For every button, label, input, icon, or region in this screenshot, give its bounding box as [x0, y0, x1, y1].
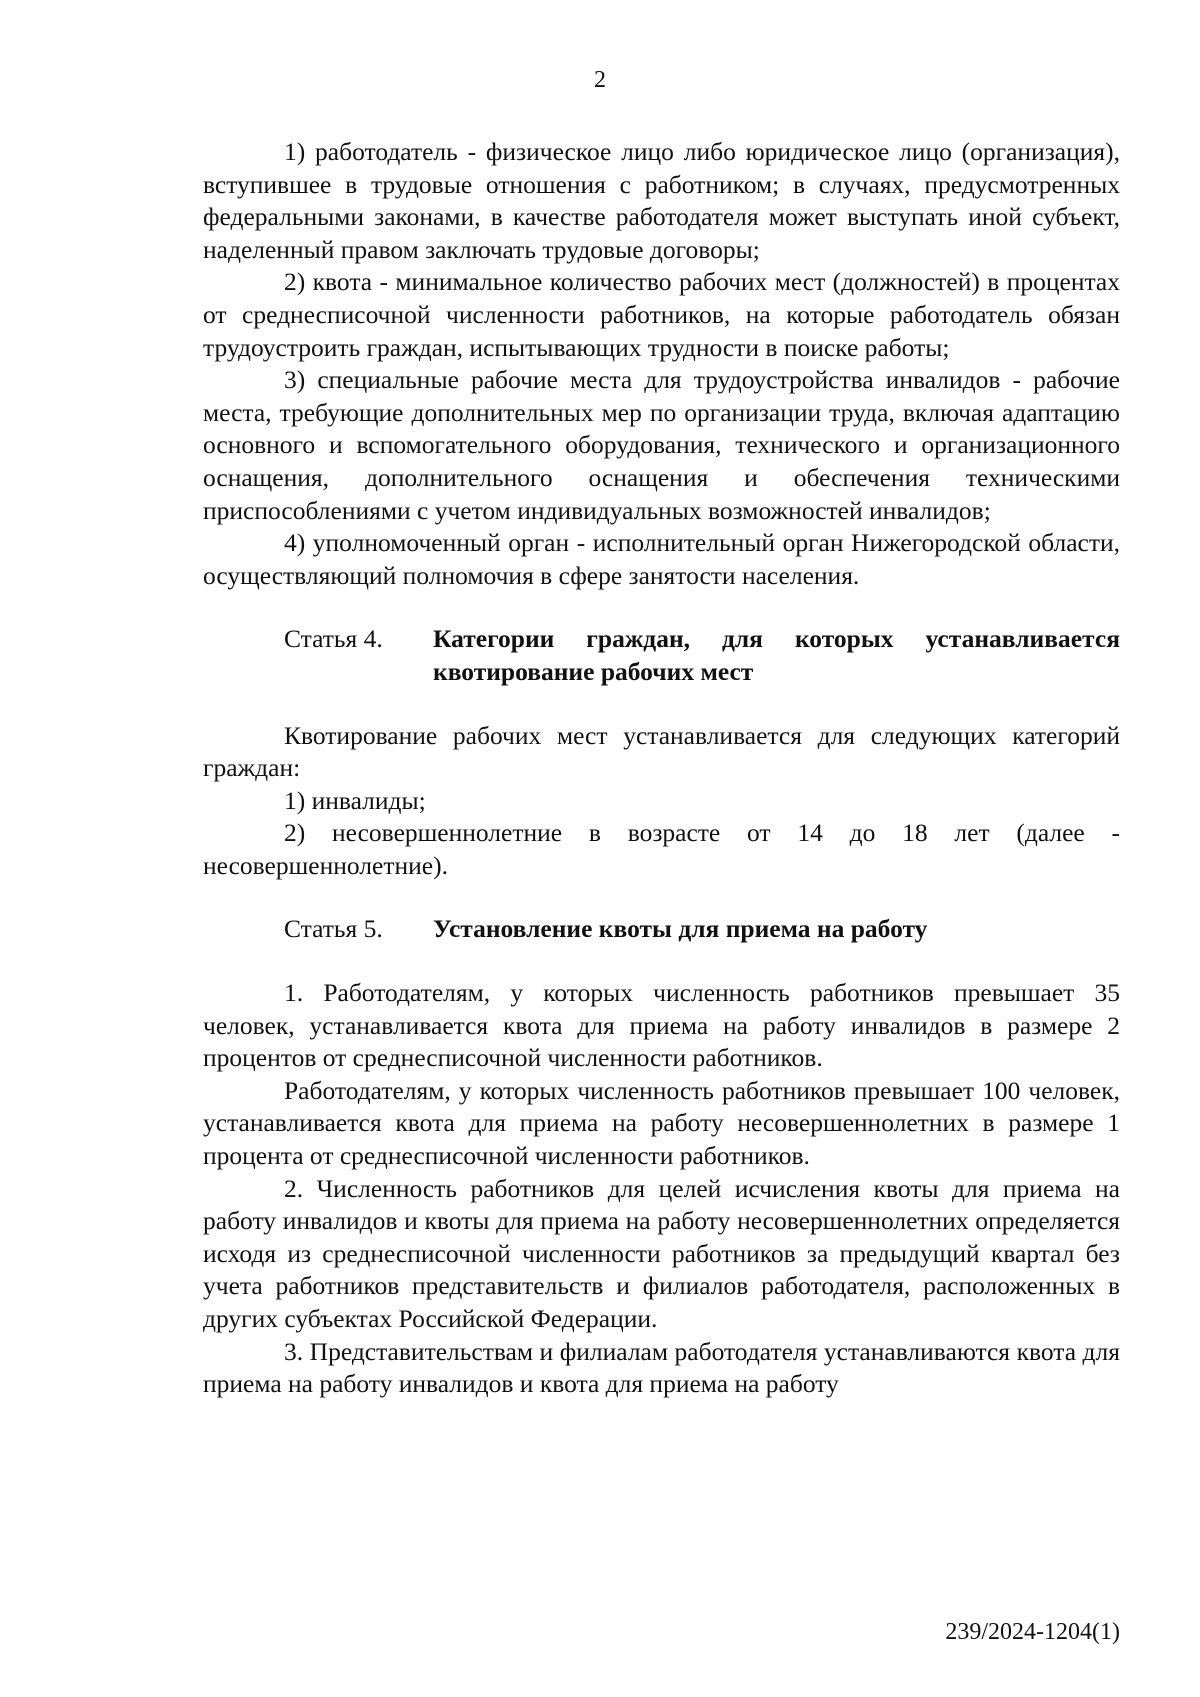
definition-paragraph-3: 3) специальные рабочие места для трудоустройства инвалидов - рабочие места, требующие дополнительных мер по организации труда, включая адаптацию основного и вспомогательного оборудования, технического и организационного оснащения, дополнительного оснащения и обеспечения техническими приспособлениями с учетом индивидуальных возможностей инвалидов; — [203, 365, 1120, 525]
article-5-paragraph-4: 3. Представительствам и филиалам работодателя устанавливаются квота для приема на работу инвалидов и квота для приема на работу — [203, 1336, 1120, 1399]
document-code: 239/2024-1204(1) — [945, 1619, 1120, 1645]
page-number: 2 — [594, 67, 606, 93]
article-5-label: Статья 5. — [284, 914, 383, 944]
article-4-paragraph-1: Квотирование рабочих мест устанавливается для следующих категорий граждан: — [203, 720, 1120, 783]
article-4-paragraph-2: 1) инвалиды; — [284, 785, 426, 815]
spacer — [203, 592, 1120, 623]
article-5-paragraph-3: 2. Численность работников для целей исчисления квоты для приема на работу инвалидов и квоты для приема на работу несовершеннолетних определяется исходя из среднесписочной численности работников за предыдущий квартал без учета работников представительств и филиалов работодателя, расположенных в других субъектах Российской Федерации. — [203, 1173, 1120, 1333]
definition-paragraph-1: 1) работодатель - физическое лицо либо юридическое лицо (организация), вступившее в трудовые отношения с работником; в случаях, предусмотренных федеральными законами, в качестве работодателя может выступать иной субъект, наделенный правом заключать трудовые договоры; — [203, 137, 1120, 264]
article-5-paragraph-1: 1. Работодателям, у которых численность работников превышает 35 человек, устанавливается квота для приема на работу инвалидов в размере 2 процентов от среднесписочной численности работников. — [203, 978, 1120, 1073]
spacer — [203, 882, 1120, 913]
document-body — [203, 136, 1120, 1401]
article-5-heading — [203, 913, 1120, 946]
definition-paragraph-4: 4) уполномоченный орган - исполнительный орган Нижегородской области, осуществляющий полномочия в сфере занятости населения. — [203, 528, 1120, 590]
article-5-title: Установление квоты для приема на работу — [433, 914, 928, 944]
article-4-title: Категории граждан, для которых устанавливается квотирование рабочих мест — [433, 624, 1120, 686]
article-4-heading — [203, 623, 1120, 688]
spacer — [203, 946, 1120, 977]
article-4-paragraph-3: 2) несовершеннолетние в возрасте от 14 до 18 лет (далее - несовершеннолетние). — [203, 818, 1120, 880]
article-5-paragraph-2: Работодателям, у которых численность работников превышает 100 человек, устанавливается квота для приема на работу несовершеннолетних в размере 1 процента от среднесписочной численности работников. — [203, 1075, 1120, 1171]
article-4-label: Статья 4. — [284, 624, 383, 654]
spacer — [203, 689, 1120, 720]
definition-paragraph-2: 2) квота - минимальное количество рабочих мест (должностей) в процентах от среднесписочной численности работников, на которые работодатель обязан трудоустроить граждан, испытывающих трудности в поиске работы; — [203, 267, 1120, 362]
